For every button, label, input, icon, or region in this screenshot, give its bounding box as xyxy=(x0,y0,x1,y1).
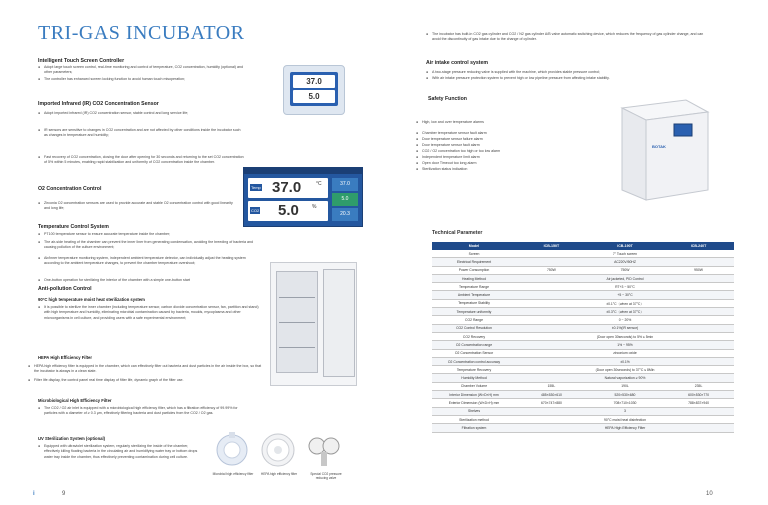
anti-bullet-5: ● Equipped with ultraviolet sterilization system, regularly sterilizing the inside of the chamber, effectively killing floating bacteria in the circulating air and humidifying water tray or bottom drops water tray inside the chamber, thus effectively preventing contamination during cell culture. xyxy=(44,444,204,460)
air-bullet-2: ● With air intake pressure protection system to prevent high or low pipeline pressure from affecting intake stability. xyxy=(432,76,712,81)
param-value: ±0.1% xyxy=(516,357,734,365)
co2-label: CO2 xyxy=(251,208,260,213)
param-value: ±0.1°C（when at 37°C） xyxy=(516,299,734,307)
small-temp-readout: 37.0 xyxy=(293,75,335,88)
param-label: Electrical Requirement xyxy=(432,258,516,266)
param-label: Sterilization method xyxy=(432,415,516,423)
table-row xyxy=(432,258,734,266)
safety-item-2: ● Chamber temperature sensor fault alarm xyxy=(422,131,582,136)
param-label: CO2 Recovery xyxy=(432,332,516,340)
table-row xyxy=(432,415,734,423)
param-value: 190L xyxy=(587,382,663,390)
air-bullet-1: ● A two-stage pressure reducing valve is supplied with the machine, which provides stable pressure control; xyxy=(432,70,712,75)
header-model: Model xyxy=(432,242,516,250)
table-row xyxy=(432,332,734,340)
temp-value: 37.0 xyxy=(272,179,302,196)
param-value: AC220V/50HZ xyxy=(516,258,734,266)
table-row xyxy=(432,366,734,374)
param-value: Air jacketed, PID Control xyxy=(516,274,734,282)
chamber-interior xyxy=(276,271,318,373)
table-row xyxy=(432,357,734,365)
screen-status-bar xyxy=(244,168,362,174)
hepa-subheading: HEPA High Efficiency Filter xyxy=(38,355,92,360)
incubator-brand-label: BOTAK xyxy=(652,144,666,149)
param-label: CO2 Control Resolution xyxy=(432,324,516,332)
param-value: 750W xyxy=(587,266,663,274)
param-label: Temperature Recovery xyxy=(432,366,516,374)
side-readout-3: 20.3 xyxy=(332,208,358,221)
param-value: 520×530×680 xyxy=(587,391,663,399)
incubator-door xyxy=(323,269,355,377)
incubator-closed-image xyxy=(616,98,712,202)
param-value: 155L xyxy=(516,382,587,390)
micro-subheading: Microbiological High Efficiency Filter xyxy=(38,398,112,403)
controller-device xyxy=(283,65,345,115)
param-value: 235L xyxy=(663,382,734,390)
param-label: Screen xyxy=(432,250,516,258)
ir-bullet-1: ● Adopt imported infrared (IR) CO2 concentration sensor, stable control and long service life; xyxy=(44,111,244,116)
table-row xyxy=(432,324,734,332)
param-value: 600×530×770 xyxy=(663,391,734,399)
param-label: O2 Concentration range xyxy=(432,341,516,349)
table-row xyxy=(432,341,734,349)
param-label: Filtration system xyxy=(432,424,516,432)
param-value: 7" Touch screen xyxy=(516,250,734,258)
param-value: 670×747×880 xyxy=(516,399,587,407)
table-row xyxy=(432,407,734,415)
table-row xyxy=(432,382,734,390)
gas-switch-bullet: ● The incubator has built-in CO2 gas cylinder and CO2 / N2 gas cylinder A/B valve automatic switching device, which reduces the frequency of gas cylinder change, and can avoid the discontinuity of gas intake due to the change of cylinder. xyxy=(432,32,712,43)
table-row xyxy=(432,266,734,274)
param-label: Exterior Dimension (W×D×H) mm xyxy=(432,399,516,407)
param-label: Heating Method xyxy=(432,274,516,282)
table-row xyxy=(432,374,734,382)
small-co2-readout: 5.0 xyxy=(293,90,335,103)
side-readout-2: 5.0 xyxy=(332,193,358,206)
large-touch-screen xyxy=(243,167,363,227)
param-value: 950W xyxy=(663,266,734,274)
anti-bullet-2: ● HEPA high efficiency filter is equipped in the chamber, which can effectively filter out bacteria and dust particles in the air inside the box, so that the incubator is always in a clean state. xyxy=(34,364,266,375)
param-label: Temperature Range xyxy=(432,283,516,291)
param-value: ±0.3°C（when at 37°C） xyxy=(516,308,734,316)
table-row xyxy=(432,299,734,307)
param-value: 788×837×940 xyxy=(663,399,734,407)
controller-screen xyxy=(290,72,338,106)
param-label: Chamber Volume xyxy=(432,382,516,390)
param-value: 3 xyxy=(516,407,734,415)
param-value: 485×530×610 xyxy=(516,391,587,399)
param-label: Temperature uniformity xyxy=(432,308,516,316)
tech-table-header xyxy=(432,242,734,250)
table-row xyxy=(432,274,734,282)
param-value: (Door open 30seconds) to 37°C ≤ 8Min xyxy=(516,366,734,374)
table-row xyxy=(432,349,734,357)
param-label: CO2 Range xyxy=(432,316,516,324)
co2-value: 5.0 xyxy=(278,202,299,219)
ir-bullet-3: ● Fast recovery of CO2 concentration, closing the door after opening for 30 seconds and returning to the set CO2 concentration of 5% within 5 minutes, enabling rapid stabilization and uniformity of CO2 concentration inside the chamber. xyxy=(44,155,244,166)
touch-bullet-2: ● The controller has enhanced screen locking function to avoid human touch misoperation; xyxy=(44,77,244,82)
param-value: 750W xyxy=(516,266,587,274)
table-row xyxy=(432,291,734,299)
co2-panel xyxy=(248,201,328,221)
hepa-filter-image xyxy=(258,430,298,470)
param-label: O2 Concentration control accuracy xyxy=(432,357,516,365)
param-value: HEPA High Efficiency Filter xyxy=(516,424,734,432)
caption-microbial: Microbial high efficiency filter xyxy=(212,472,254,476)
o2-heading: O2 Concentration Control xyxy=(38,186,102,192)
logo-mark: i xyxy=(33,491,35,497)
table-row xyxy=(432,283,734,291)
param-label: Shelves xyxy=(432,407,516,415)
sterilization-subheading: 90°C high temperature moist heat sterilization system xyxy=(38,297,145,302)
touch-bullet-1: ● Adopt large touch screen control, real-time monitoring and control of temperature, CO2 concentration, humidity (optional) and other parameters; xyxy=(44,65,244,76)
param-label: Power Consumption xyxy=(432,266,516,274)
table-row xyxy=(432,391,734,399)
touch-heading: Intelligent Touch Screen Controller xyxy=(38,58,125,64)
param-value: Natural vaporization ≥ 90% xyxy=(516,374,734,382)
safety-item-8: ● Sterilization status indication xyxy=(422,167,582,172)
safety-item-7: ● Open door Timeout too long alarm xyxy=(422,161,582,166)
tech-heading: Technical Parameter xyxy=(432,230,483,236)
header-icb150t: ICB-150T xyxy=(516,242,587,250)
table-row xyxy=(432,308,734,316)
table-row xyxy=(432,399,734,407)
param-value: RT+3 ~ 50°C xyxy=(516,283,734,291)
microbial-filter-image xyxy=(212,430,252,470)
ir-heading: Imported Infrared (IR) CO2 Concentration Sensor xyxy=(38,101,159,107)
safety-item-5: ● CO2 / O2 concentration too high or too low alarm xyxy=(422,149,582,154)
temp-label: Temp xyxy=(251,185,261,190)
tech-table xyxy=(432,242,734,433)
header-icb190t: ICB-190T xyxy=(587,242,663,250)
temp-bullet-1: ● PT100 temperature sensor to ensure accurate temperature inside the chamber; xyxy=(44,232,256,237)
param-value: ±0.1%(IR sensor) xyxy=(516,324,734,332)
param-label: Temperature Stability xyxy=(432,299,516,307)
table-row xyxy=(432,424,734,432)
anti-bullet-1: ● It is possible to sterilize the inner chamber (including temperature sensor, carbon dioxide concentration sensor, fan, partition and stand) with high temperature and humidity, eliminating microbial contamination caused by bacteria, moulds, mycoplasma and other microorganisms in cell culture, and providing users with a safe experimental environment; xyxy=(44,305,262,321)
param-value: 1% ~ 95% xyxy=(516,341,734,349)
side-readout-1: 37.0 xyxy=(332,178,358,191)
table-row xyxy=(432,316,734,324)
anti-bullet-4: ● The CO2 / O2 air inlet is equipped with a microbiological high efficiency filter, which has a filtration efficiency of 99.99% for particles with a diameter of ≥ 0.3 μm, effectively filtering bacteria and dust particles from the CO2 / O2 gas. xyxy=(44,406,240,417)
page-number-left: 9 xyxy=(62,491,66,497)
temp-bullet-3: ● Air/inner temperature monitoring system, independent ambient temperature detector, can individually adjust the heating system according to the ambient temperature changes, to prevent the chamber temperature overshoot; xyxy=(44,256,256,267)
temp-panel xyxy=(248,178,328,198)
param-label: O2 Concentration Sensor xyxy=(432,349,516,357)
safety-item-1: ● High, low and over temperature alarms xyxy=(422,120,582,125)
co2-unit: % xyxy=(312,204,317,210)
ir-bullet-2: ● IR sensors are sensitive to changes in CO2 concentration and are not affected by other conditions inside the incubator such as changes in temperature and humidity; xyxy=(44,128,244,139)
pressure-valve-image xyxy=(304,430,344,470)
air-heading: Air intake control system xyxy=(426,60,488,66)
param-value: (Door open 30seconds) to 5% ≤ 5min xyxy=(516,332,734,340)
header-icb240t: ICB-240T xyxy=(663,242,734,250)
page-title: TRI-GAS INCUBATOR xyxy=(38,22,245,44)
safety-heading: Safety Function xyxy=(428,96,467,102)
temp-bullet-4: ● One-button operation for sterilizing the interior of the chamber with a simple one-button start xyxy=(44,278,264,283)
temp-bullet-2: ● The air-side heating of the chamber can prevent the inner liner from generating condensation, avoiding the breeding of bacteria and causing pollution of the culture environment; xyxy=(44,240,256,251)
anti-bullet-3: ● Filter life display, the control panel real time display of filter life, dynamic graph of the filter use. xyxy=(34,378,266,383)
page-number-right: 10 xyxy=(706,491,713,497)
safety-item-4: ● Door temperature sensor fault alarm xyxy=(422,143,582,148)
table-row xyxy=(432,250,734,258)
caption-hepa: HEPA high efficiency filter xyxy=(260,472,298,476)
safety-item-6: ● Independent temperature limit alarm xyxy=(422,155,582,160)
param-value: 0 ~ 20% xyxy=(516,316,734,324)
param-label: Ambient Temperature xyxy=(432,291,516,299)
temp-heading: Temperature Control System xyxy=(38,224,109,230)
uv-subheading: UV Sterilization System (optional) xyxy=(38,436,106,441)
param-value: 90°C moist heat disinfection xyxy=(516,415,734,423)
param-value: zirconium oxide xyxy=(516,349,734,357)
param-label: Interior Dimension (W×D×H) mm xyxy=(432,391,516,399)
safety-item-3: ● Door temperature sensor failure alarm xyxy=(422,137,582,142)
o2-bullet-1: ● Zirconia O2 concentration sensors are used to provide accurate and stable O2 concentration control with good linearity and long life; xyxy=(44,201,234,212)
incubator-open-image xyxy=(270,262,357,386)
param-label: Humidity Method xyxy=(432,374,516,382)
temp-unit: °C xyxy=(316,181,322,187)
param-value: 708×710×1030 xyxy=(587,399,663,407)
caption-valve: Special CO2 pressure reducing valve xyxy=(310,472,342,481)
anti-heading: Anti-pollution Control xyxy=(38,286,92,292)
param-value: +5 ~ 30°C xyxy=(516,291,734,299)
